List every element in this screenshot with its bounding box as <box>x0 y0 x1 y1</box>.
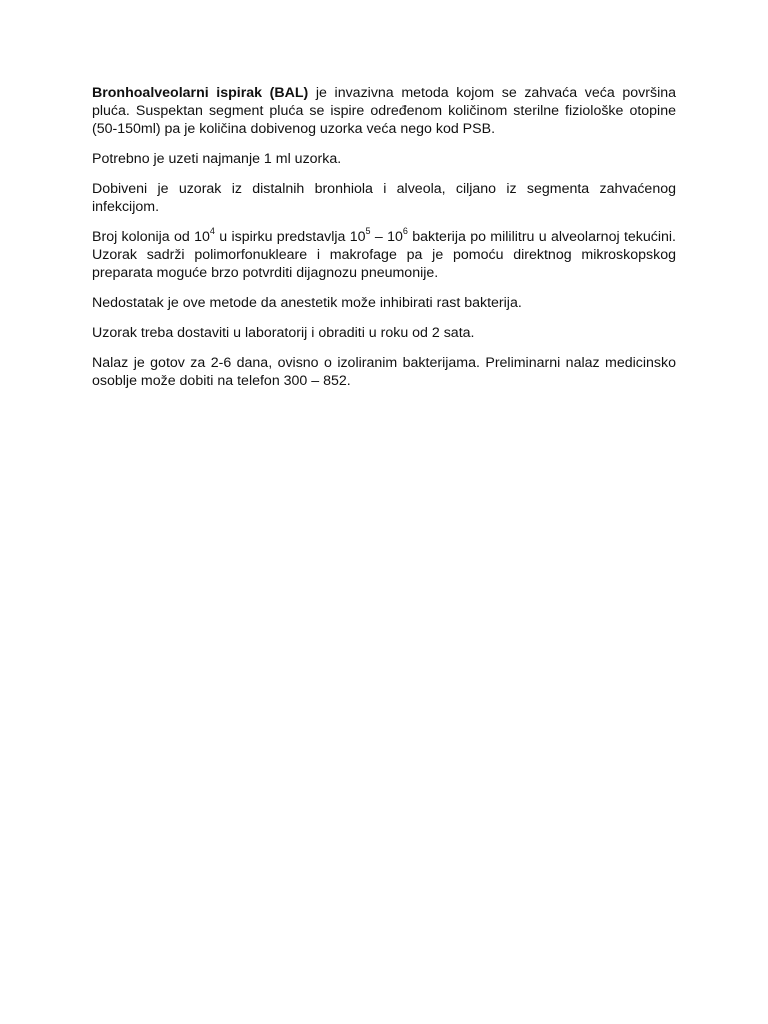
document-body <box>92 84 676 402</box>
paragraph-results: Nalaz je gotov za 2-6 dana, ovisno o izoliranim bakterijama. Preliminarni nalaz medicinsko osoblje može dobiti na telefon 300 – 852. <box>92 355 676 389</box>
colony-text-3: – 10 <box>370 229 403 245</box>
paragraph-sample-volume: Potrebno je uzeti najmanje 1 ml uzorka. <box>92 151 342 167</box>
paragraph-sample-origin: Dobiveni je uzorak iz distalnih bronhiola i alveola, ciljano iz segmenta zahvaćenog infekcijom. <box>92 181 676 215</box>
paragraph-disadvantage: Nedostatak je ove metode da anestetik može inhibirati rast bakterija. <box>92 295 522 311</box>
paragraph-bal-definition <box>92 84 676 138</box>
colony-text-4: bakterija po mililitru u alveolarnoj tekućini. Uzorak sadrži polimorfonukleare i makrofage pa je pomoću direktnog mikroskopskog preparata moguće brzo potvrditi dijagnozu pneumonije. <box>92 229 676 281</box>
paragraph-colony-count <box>92 228 676 282</box>
colony-text-2: u ispirku predstavlja 10 <box>214 229 366 245</box>
bal-term: Bronhoalveolarni ispirak (BAL) <box>92 85 309 101</box>
exponent-2: 5 <box>365 226 371 237</box>
bal-definition-text: je invazivna metoda kojom se zahvaća veća površina pluća. Suspektan segment pluća se ispire određenom količinom sterilne fiziološke otopine (50-150ml) pa je količina dobivenog uzorka veća nego kod PSB. <box>92 85 677 137</box>
paragraph-delivery: Uzorak treba dostaviti u laboratorij i obraditi u roku od 2 sata. <box>92 325 475 341</box>
exponent-3: 6 <box>402 226 408 237</box>
colony-text-1: Broj kolonija od 10 <box>92 229 210 245</box>
exponent-1: 4 <box>209 226 215 237</box>
